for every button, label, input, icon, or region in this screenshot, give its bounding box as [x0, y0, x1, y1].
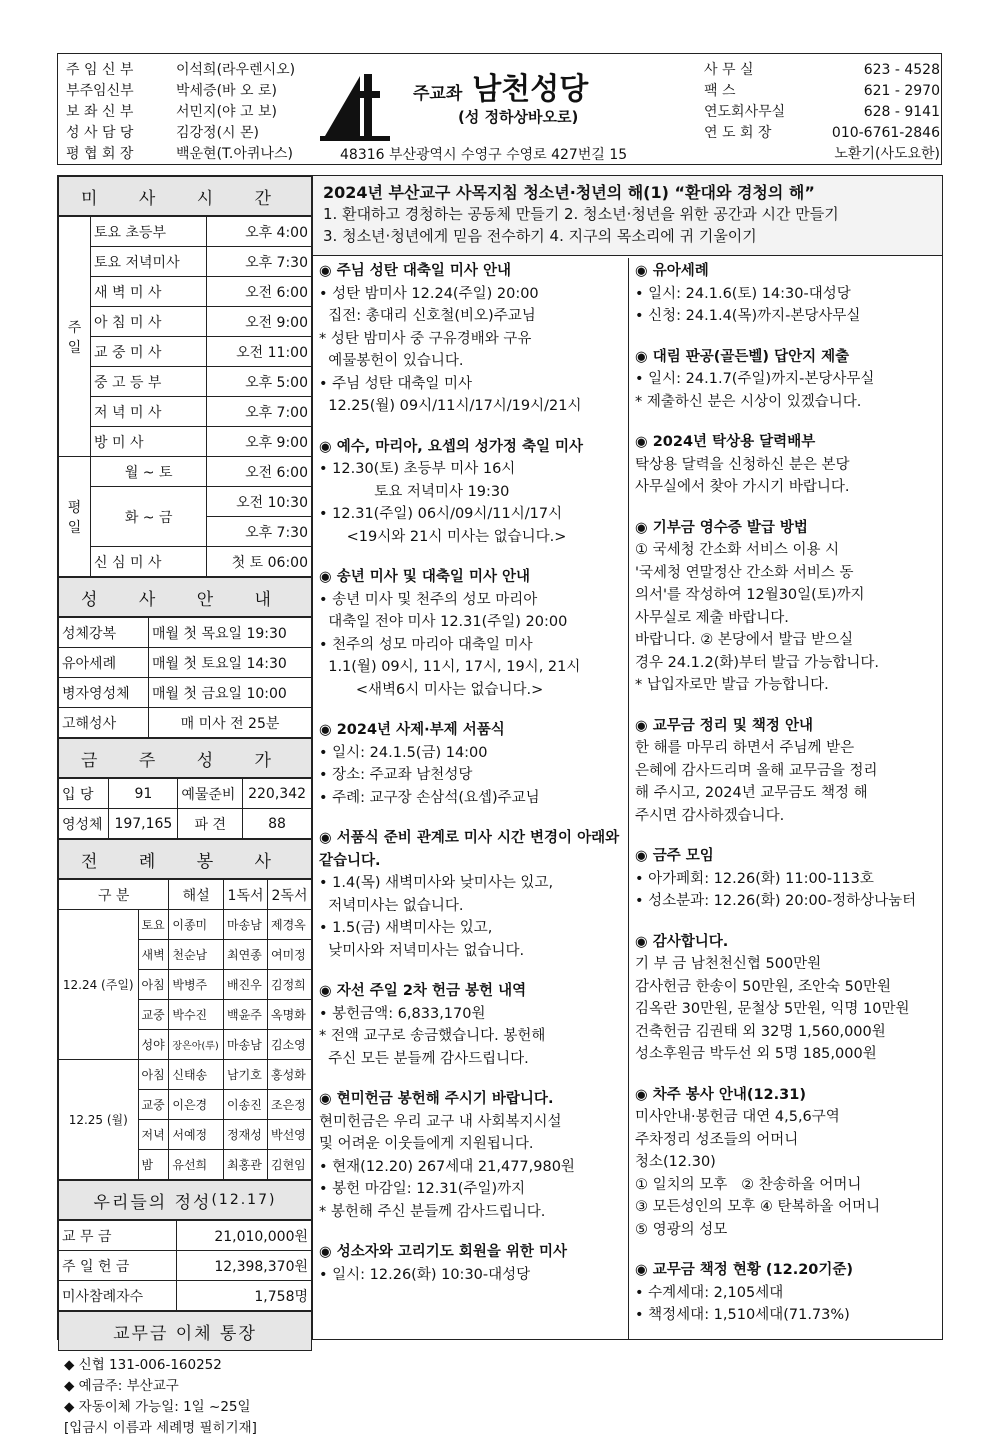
- hymn-heading: 금 주 성 가: [58, 738, 312, 778]
- notice-column-right: [629, 258, 942, 1339]
- notice-line: • 신청: 24.1.4(목)까지-본당사무실: [635, 308, 861, 324]
- notice-block: [635, 260, 936, 328]
- notice-line: 바랍니다. ② 본당에서 발급 받으실: [635, 632, 854, 648]
- notice-line: * 납입자로만 발급 가능합니다.: [635, 677, 829, 693]
- notice-line: 주차정리 성조들의 어머니: [635, 1131, 799, 1148]
- notice-line: 건축헌금 김권태 외 32명 1,560,000원: [635, 1023, 886, 1040]
- notice-block: [319, 260, 622, 418]
- transfer-info: ◆ 신협 131-006-160252 ◆ 예금주: 부산교구 ◆ 자동이체 가능일: 1일 ~25일 [입금시 이름과 세례명 필히기재]: [64, 1357, 257, 1436]
- notice-column-left: [313, 258, 629, 1339]
- notice-block: [319, 980, 622, 1070]
- notice-block: [319, 719, 622, 809]
- notice-block: [319, 566, 622, 701]
- notice-block: [635, 1084, 936, 1242]
- notice-block: [319, 827, 622, 962]
- notice-heading: ◉ 교무금 책정 현황 (12.20기준): [635, 1262, 854, 1278]
- notice-line: • 성탄 밤미사 12.24(주일) 20:00: [319, 285, 539, 302]
- mass-times-table: 주일 토요 초등부 오후 4:00 토요 저녁미사 오후 7:30 새 벽 미 사 오전 6:00 아 침 미 사 오전 9:00 교 중 미 사 오전 11:00 중 고 등 부 오후 5:00 저 녁 미 사 오후 7:00 방 미 사 오후 9:00 평일 월 ~ 토 오전 6:00 화 ~ 금 오전 10:30 오후 7:30 신 심 미 사 첫 토 06:00: [58, 216, 312, 577]
- notice-line: 성소후원금 박두선 외 5명 185,000원: [635, 1046, 877, 1062]
- notice-line: • 일시: 12.26(화) 10:30-대성당: [319, 1266, 531, 1283]
- notice-line: ① 일치의 모후 ② 찬송하올 어머니: [635, 1176, 862, 1193]
- staff-list: 주 임 신 부 이석희(라우렌시오) 부주임신부 박세증(바 오 로) 보 좌 신 부 서민지(야 고 보) 성 사 담 당 김강정(시 몬) 평 협 회 장 백운현(T.아퀴나스): [66, 62, 296, 162]
- notice-block: [319, 1088, 622, 1223]
- notice-line: 대축일 전야 미사 12.31(주일) 20:00: [319, 614, 568, 630]
- notice-line: • 봉헌금액: 6,833,170원: [319, 1005, 486, 1022]
- notice-line: 1.1(월) 09시, 11시, 17시, 19시, 21시: [319, 659, 581, 675]
- notice-line: 주신 모든 분들께 감사드립니다.: [319, 1050, 529, 1067]
- notice-line: 감사헌금 한송이 50만원, 조안숙 50만원: [635, 978, 892, 995]
- notice-line: * 전액 교구로 송금했습니다. 봉헌해: [319, 1028, 546, 1044]
- sacrament-heading: 성 사 안 내: [58, 577, 312, 617]
- notice-line: • 천주의 성모 마리아 대축일 미사: [319, 636, 533, 653]
- left-sidebar: [57, 175, 313, 1436]
- notice-line: • 현재(12.20) 267세대 21,477,980원: [319, 1158, 575, 1175]
- notice-line: • 일시: 24.1.6(토) 14:30-대성당: [635, 285, 851, 302]
- notice-line: ③ 모든성인의 모후 ④ 탄복하올 어머니: [635, 1199, 881, 1215]
- notice-line: 사무실로 제출 바랍니다.: [635, 609, 789, 626]
- notice-line: ⑤ 영광의 성모: [635, 1221, 728, 1238]
- notice-line: 사무실에서 찾아 가시기 바랍니다.: [635, 479, 850, 495]
- notice-line: 의서'를 작성하여 12월30일(토)까지: [635, 587, 865, 603]
- notice-line: * 제출하신 분은 시상이 있겠습니다.: [635, 393, 862, 410]
- notice-line: • 1.5(금) 새벽미사는 있고,: [319, 920, 493, 936]
- transfer-heading: 교무금 이체 통장: [58, 1311, 312, 1351]
- address: 48316 부산광역시 수영구 수영로 427번길 15: [340, 147, 628, 163]
- notice-line: • 일시: 24.1.5(금) 14:00: [319, 744, 488, 761]
- notice-heading: ◉ 교무금 정리 및 책정 안내: [635, 717, 813, 734]
- notice-line: 은혜에 감사드리며 올해 교무금을 정리: [635, 762, 878, 779]
- notice-line: • 책정세대: 1,510세대(71.73%): [635, 1307, 850, 1323]
- notice-line: 낮미사와 저녁미사는 없습니다.: [319, 942, 525, 959]
- main-content: [313, 175, 943, 1340]
- notice-heading: ◉ 예수, 마리아, 요셉의 성가정 축일 미사: [319, 438, 584, 455]
- notice-line: 예물봉헌이 있습니다.: [319, 353, 464, 369]
- contact-list: 사 무 실 623 - 4528 팩 스 621 - 2970 연도회사무실 628 - 9141 연 도 회 장 010-6761-2846 노환기(사도요한): [704, 62, 940, 162]
- notice-line: • 장소: 주교좌 남천성당: [319, 767, 473, 783]
- notice-heading: ◉ 금주 모임: [635, 848, 714, 864]
- notice-heading: ◉ 대림 판공(골든벨) 답안지 제출: [635, 348, 850, 365]
- notice-line: • 12.31(주일) 06시/09시/11시/17시: [319, 506, 563, 522]
- parish-subtitle: (성 정하상바오로): [458, 108, 579, 126]
- hymn-table: 입 당 91 예물준비 220,342 영성체 197,165 파 견 88: [58, 778, 312, 839]
- notice-line: • 봉헌 마감일: 12.31(주일)까지: [319, 1181, 526, 1197]
- notice-heading: ◉ 자선 주일 2차 헌금 봉헌 내역: [319, 983, 527, 999]
- header: [57, 53, 942, 165]
- notice-line: 집전: 총대리 신호철(비오)주교님: [319, 308, 536, 324]
- notice-line: • 주님 성탄 대축일 미사: [319, 375, 473, 392]
- notice-block: [635, 931, 936, 1066]
- notice-line: • 송년 미사 및 천주의 성모 마리아: [319, 591, 538, 608]
- notice-heading: ◉ 차주 봉사 안내(12.31): [635, 1086, 806, 1103]
- notice-line: <새벽6시 미사는 없습니다.>: [319, 681, 544, 698]
- pastoral-banner: 2024년 부산교구 사목지침 청소년·청년의 해(1) “환대와 경청의 해” 1. 환대하고 경청하는 공동체 만들기 2. 청소년·청년을 위한 공간과 시간 만들기 3. 청소년·청년에게 믿음 전수하기 4. 지구의 목소리에 귀 기울이기: [313, 176, 942, 256]
- notice-line: • 아가페회: 12.26(화) 11:00-113호: [635, 870, 874, 887]
- notice-line: 한 해를 마무리 하면서 주님께 받은: [635, 740, 855, 756]
- offering-table: 교 무 금 21,010,000원 주 일 헌 금 12,398,370원 미사참례자수 1,758명: [58, 1220, 312, 1311]
- notice-line: 주시면 감사하겠습니다.: [635, 807, 785, 824]
- liturgy-table: 구 분 해설 1독서 2독서 12.24 (주일) 토요 이종미 마송남 제경옥 새벽 천순남 최연종 여미정 아침 박병주 배진우 김정희 교중 박수진 백윤주 옥명화 성야 장은아(루) 마송남 김소영 12.25 (월) 아침 신태송 남기호 홍성화 교중 이은경 이송진 조은정 저녁 서예정 정재성 박선영 밤 유선희 최홍관 김현임: [58, 879, 312, 1180]
- notice-block: [635, 346, 936, 414]
- notice-block: [635, 1259, 936, 1327]
- notice-line: 미사안내·봉헌금 대연 4,5,6구역: [635, 1109, 840, 1125]
- notice-line: 해 주시고, 2024년 교무금도 책정 해: [635, 785, 868, 801]
- notice-heading: ◉ 2024년 탁상용 달력배부: [635, 434, 816, 450]
- notice-line: 기 부 금 남천천신협 500만원: [635, 956, 822, 972]
- notice-heading: ◉ 성소자와 고리기도 회원을 위한 미사: [319, 1244, 567, 1260]
- notice-block: [635, 517, 936, 697]
- notice-line: ① 국세청 간소화 서비스 이용 시: [635, 542, 840, 558]
- offering-heading: 우리들의 정성 (12.17): [58, 1180, 312, 1220]
- notice-heading: ◉ 감사합니다.: [635, 933, 729, 950]
- notice-line: 12.25(월) 09시/11시/17시/19시/21시: [319, 398, 582, 414]
- notice-line: 및 어려운 이웃들에게 지원됩니다.: [319, 1136, 534, 1152]
- notice-line: '국세청 연말정산 간소화 서비스 동: [635, 564, 854, 581]
- notice-line: <19시와 21시 미사는 없습니다.>: [319, 528, 567, 545]
- notice-line: 김옥란 30만원, 문철상 5만원, 익명 10만원: [635, 1001, 910, 1017]
- notice-block: [635, 431, 936, 499]
- notice-line: • 수계세대: 2,105세대: [635, 1284, 784, 1301]
- notice-line: • 1.4(목) 새벽미사와 낮미사는 있고,: [319, 875, 554, 891]
- notice-block: [319, 1241, 622, 1286]
- notice-heading: ◉ 주님 성탄 대축일 미사 안내: [319, 263, 511, 279]
- notice-heading: ◉ 유아세례: [635, 263, 709, 279]
- parish-title: 주교좌 남천성당: [413, 72, 589, 107]
- notice-line: • 12.30(토) 초등부 미사 16시: [319, 461, 516, 477]
- notice-heading: ◉ 2024년 사제·부제 서품식: [319, 722, 505, 738]
- notice-heading: ◉ 기부금 영수증 발급 방법: [635, 519, 808, 536]
- sacrament-table: 성체강복 매월 첫 목요일 19:30 유아세례 매월 첫 토요일 14:30 병자영성체 매월 첫 금요일 10:00 고해성사 매 미사 전 25분: [58, 617, 312, 738]
- notice-line: 청소(12.30): [635, 1154, 716, 1170]
- notice-heading: ◉ 현미헌금 봉헌해 주시기 바랍니다.: [319, 1091, 554, 1107]
- notice-block: [319, 436, 622, 549]
- notice-block: [635, 715, 936, 828]
- notice-heading: ◉ 송년 미사 및 대축일 미사 안내: [319, 569, 531, 585]
- notice-line: 탁상용 달력을 신청하신 분은 본당: [635, 456, 850, 473]
- notice-line: 현미헌금은 우리 교구 내 사회복지시설: [319, 1113, 562, 1130]
- notice-block: [635, 845, 936, 913]
- parish-logo-icon: [320, 66, 390, 146]
- notice-line: • 주례: 교구장 손삼석(요셉)주교님: [319, 789, 540, 806]
- notice-line: • 일시: 24.1.7(주일)까지-본당사무실: [635, 371, 875, 387]
- notice-line: • 성소분과: 12.26(화) 20:00-정하상나눔터: [635, 893, 917, 909]
- notice-line: * 성탄 밤미사 중 구유경배와 구유: [319, 330, 532, 347]
- notice-line: 저녁미사는 없습니다.: [319, 897, 464, 914]
- liturgy-heading: 전 례 봉 사: [58, 839, 312, 879]
- notice-heading: ◉ 서품식 준비 관계로 미사 시간 변경이 아래와 같습니다.: [319, 830, 620, 869]
- notice-line: * 봉헌해 주신 분들께 감사드립니다.: [319, 1203, 546, 1220]
- notice-line: 경우 24.1.2(화)부터 발급 가능합니다.: [635, 654, 879, 671]
- mass-times-heading: 미 사 시 간: [58, 176, 312, 216]
- notice-line: 토요 저녁미사 19:30: [319, 483, 510, 500]
